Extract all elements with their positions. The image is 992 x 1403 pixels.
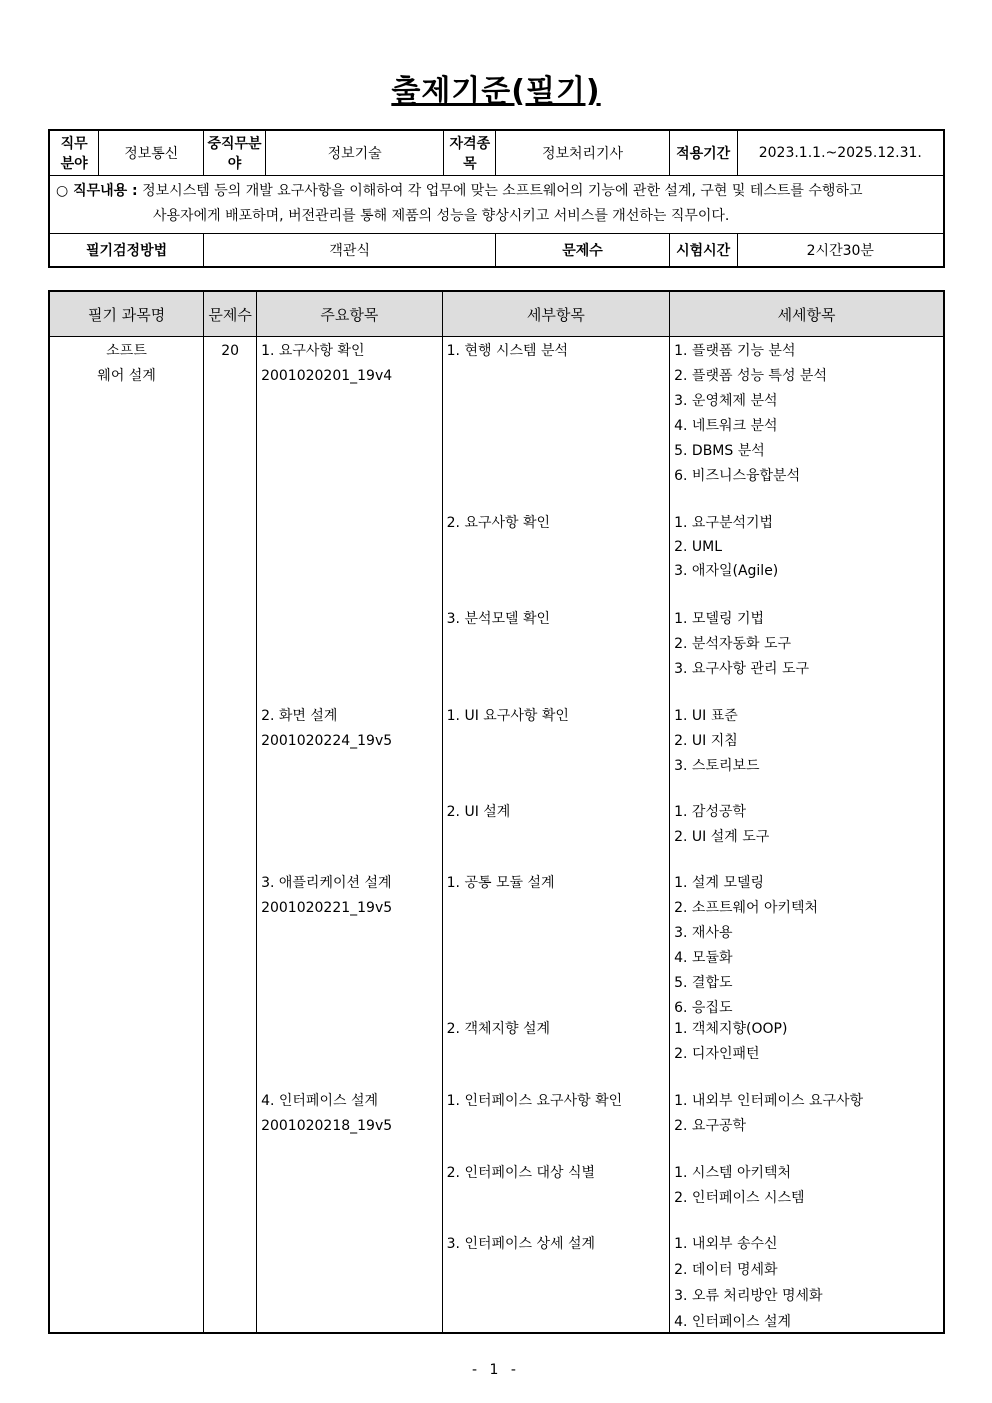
detail-item: 1. 설계 모델링 — [674, 875, 764, 891]
detail-item: 5. DBMS 분석 — [674, 443, 765, 459]
sub-item: 3. 분석모델 확인 — [446, 611, 551, 627]
cert-label: 자격종목 — [444, 130, 496, 175]
detail-item: 4. 모듈화 — [674, 950, 733, 966]
sub-item-column — [443, 337, 669, 1332]
detail-item: 5. 결합도 — [674, 975, 733, 991]
subject-count: 20 — [221, 343, 240, 359]
count-label: 문제수 — [496, 233, 669, 267]
subject-name: 소프트 — [106, 343, 147, 359]
detail-item: 2. 요구공학 — [674, 1118, 747, 1134]
time-value: 2시간30분 — [737, 233, 944, 267]
main-item-label: 2. 화면 설계 — [261, 708, 338, 724]
detail-item: 2. 소프트웨어 아키텍처 — [674, 900, 819, 916]
subject-name: 웨어 설계 — [97, 368, 156, 384]
method-value: 객관식 — [204, 233, 496, 267]
sub-item: 2. 객체지향 설계 — [446, 1021, 551, 1037]
detail-item: 1. 시스템 아키텍처 — [674, 1165, 792, 1181]
period-value: 2023.1.1.~2025.12.31. — [737, 130, 944, 175]
sub-item: 1. UI 요구사항 확인 — [446, 708, 569, 724]
page-number: - 1 - — [472, 1362, 520, 1378]
detail-item: 6. 비즈니스융합분석 — [674, 468, 801, 484]
time-label: 시험시간 — [669, 233, 737, 267]
detail-item: 2. 분석자동화 도구 — [674, 636, 792, 652]
sub-item: 2. UI 설계 — [446, 804, 511, 820]
sub-item: 1. 공통 모듈 설계 — [446, 875, 555, 891]
detail-item: 1. 요구분석기법 — [674, 515, 774, 531]
detail-item: 3. 오류 처리방안 명세화 — [674, 1288, 823, 1304]
main-item-code: 2001020201_19v4 — [261, 368, 393, 384]
detail-item: 3. 운영체제 분석 — [674, 393, 778, 409]
count-column — [204, 337, 256, 1332]
job-field-value: 정보통신 — [99, 130, 204, 175]
main-item-code: 2001020224_19v5 — [261, 733, 393, 749]
detail-item: 2. UI 설계 도구 — [674, 829, 770, 845]
main-item-label: 3. 애플리케이션 설계 — [261, 875, 392, 891]
main-item-column — [257, 337, 442, 1332]
job-field-label: 직무 분야 — [49, 130, 99, 175]
detail-item: 1. UI 표준 — [674, 708, 738, 724]
job-description — [49, 175, 944, 233]
detail-item: 2. UI 지침 — [674, 733, 738, 749]
header-subject: 필기 과목명 — [49, 291, 204, 337]
subject-column — [50, 337, 203, 1332]
detail-item: 4. 네트워크 분석 — [674, 418, 778, 434]
main-item-label: 4. 인터페이스 설계 — [261, 1093, 378, 1109]
desc-line2: 사용자에게 배포하며, 버전관리를 통해 제품의 성능을 향상시키고 서비스를 개선하는 직무이다. — [153, 208, 730, 224]
detail-item: 3. 요구사항 관리 도구 — [674, 661, 810, 677]
detail-item: 1. 감성공학 — [674, 804, 747, 820]
sub-item: 1. 인터페이스 요구사항 확인 — [446, 1093, 623, 1109]
syllabus-table — [48, 290, 945, 1334]
header-main-item: 주요항목 — [257, 291, 443, 337]
header-detail-item: 세세항목 — [670, 291, 944, 337]
detail-item: 3. 재사용 — [674, 925, 733, 941]
detail-item: 2. 인터페이스 시스템 — [674, 1190, 805, 1206]
detail-item: 1. 내외부 송수신 — [674, 1236, 778, 1252]
detail-item: 4. 인터페이스 설계 — [674, 1314, 792, 1330]
detail-item: 2. 데이터 명세화 — [674, 1262, 778, 1278]
cert-value: 정보처리기사 — [496, 130, 669, 175]
header-count: 문제수 — [204, 291, 257, 337]
detail-item: 1. 내외부 인터페이스 요구사항 — [674, 1093, 864, 1109]
detail-item-column — [670, 337, 943, 1332]
detail-item: 2. 디자인패턴 — [674, 1046, 760, 1062]
main-item-label: 1. 요구사항 확인 — [261, 343, 365, 359]
main-item-code: 2001020218_19v5 — [261, 1118, 393, 1134]
detail-item: 3. 애자일(Agile) — [674, 563, 779, 579]
method-label: 필기검정방법 — [49, 233, 204, 267]
detail-item: 1. 플랫폼 기능 분석 — [674, 343, 796, 359]
desc-line1: 정보시스템 등의 개발 요구사항을 이해하여 각 업무에 맞는 소프트웨어의 기능에 관한 설계, 구현 및 테스트를 수행하고 — [142, 183, 863, 199]
header-sub-item: 세부항목 — [442, 291, 669, 337]
info-table — [48, 129, 945, 268]
sub-item: 2. 인터페이스 대상 식별 — [446, 1165, 596, 1181]
detail-item: 6. 응집도 — [674, 1000, 733, 1016]
page-title: 출제기준(필기) — [391, 74, 601, 109]
detail-item: 3. 스토리보드 — [674, 758, 760, 774]
detail-item: 1. 모델링 기법 — [674, 611, 764, 627]
mid-field-value: 정보기술 — [265, 130, 443, 175]
detail-item: 1. 객체지향(OOP) — [674, 1021, 788, 1037]
detail-item: 2. 플랫폼 성능 특성 분석 — [674, 368, 827, 384]
detail-item: 2. UML — [674, 539, 723, 555]
sub-item: 2. 요구사항 확인 — [446, 515, 551, 531]
main-item-code: 2001020221_19v5 — [261, 900, 393, 916]
period-label: 적용기간 — [669, 130, 737, 175]
desc-label: ○ 직무내용 : — [56, 183, 138, 199]
sub-item: 1. 현행 시스템 분석 — [446, 343, 569, 359]
mid-field-label: 중직무분야 — [204, 130, 266, 175]
sub-item: 3. 인터페이스 상세 설계 — [446, 1236, 596, 1252]
